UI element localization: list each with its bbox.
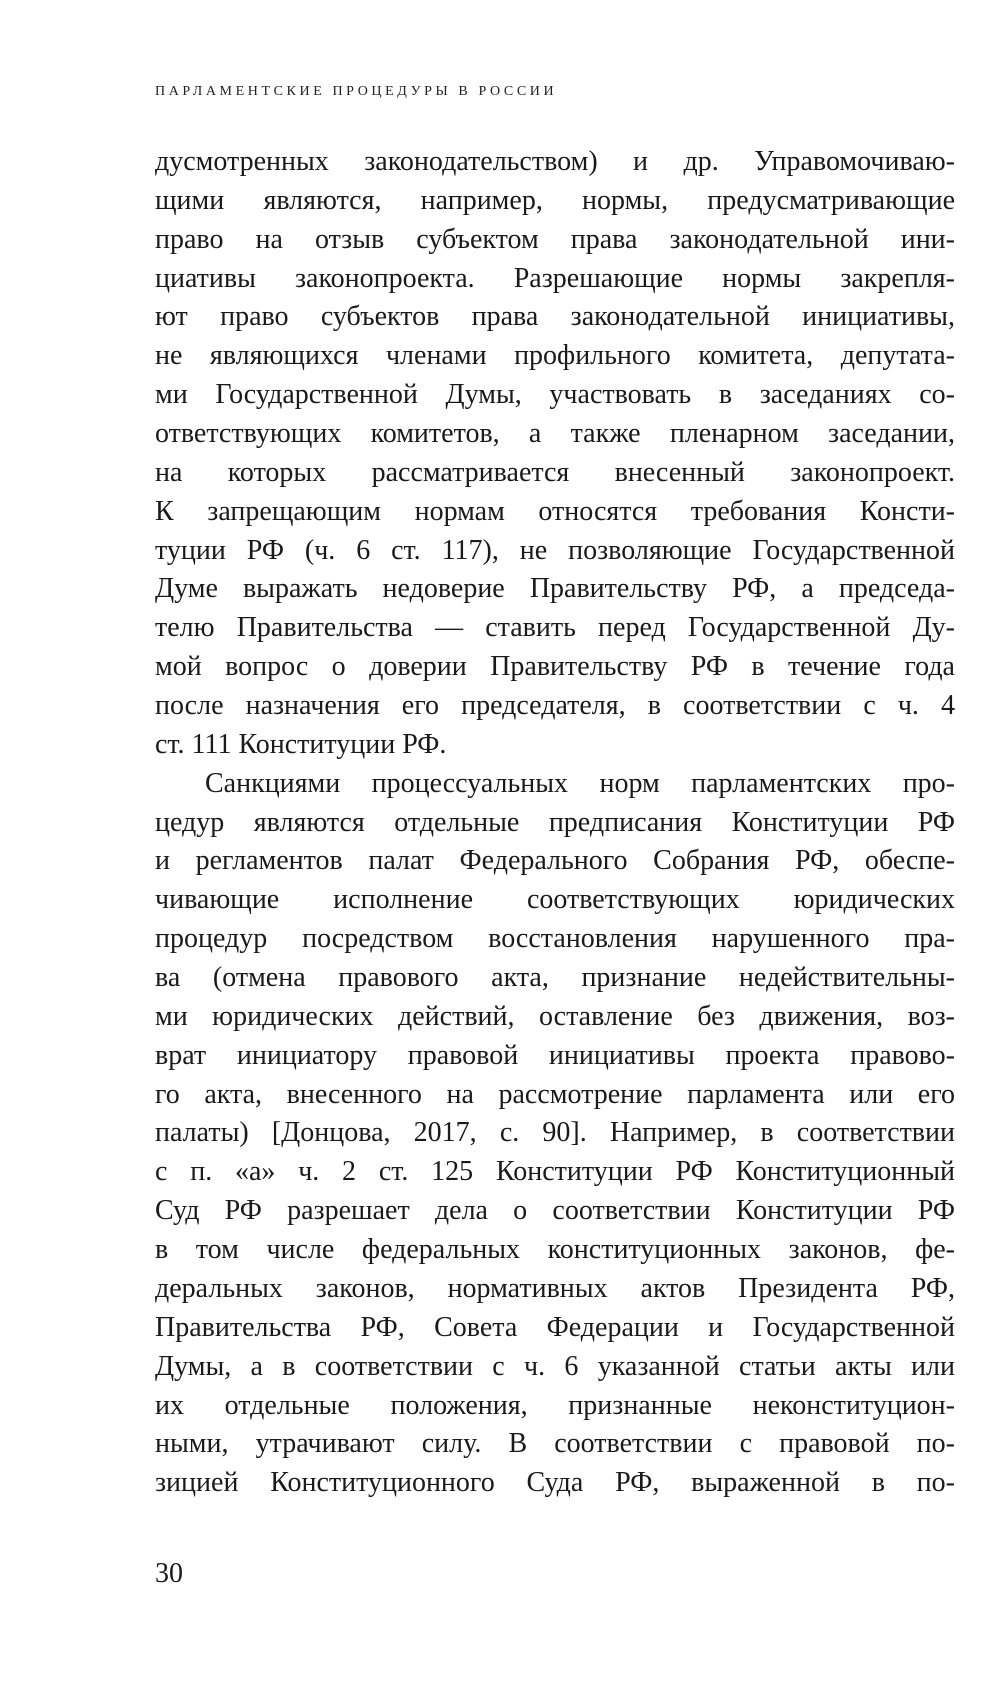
- text-line: туции РФ (ч. 6 ст. 117), не позволяющие Государственной: [155, 534, 955, 566]
- text-line: врат инициатору правовой инициативы проекта правово-: [155, 1039, 955, 1071]
- text-line: дусмотренных законодательством) и др. Управомочиваю-: [155, 146, 955, 177]
- text-line: мой вопрос о доверии Правительству РФ в течение года: [155, 651, 955, 683]
- text-line: ответствующих комитетов, а также пленарном заседании,: [155, 418, 955, 450]
- text-line: с п. «а» ч. 2 ст. 125 Конституции РФ Конституционный: [155, 1156, 955, 1188]
- text-line: деральных законов, нормативных актов Президента РФ,: [155, 1272, 955, 1304]
- text-line: их отдельные положения, признанные неконституцион-: [155, 1389, 955, 1421]
- text-line: ст. 111 Конституции РФ.: [155, 728, 447, 760]
- text-line: на которых рассматривается внесенный законопроект.: [155, 456, 955, 488]
- text-line: К запрещающим нормам относятся требования Консти-: [155, 495, 955, 527]
- text-line: после назначения его председателя, в соответствии с ч. 4: [155, 690, 955, 722]
- text-line: ными, утрачивают силу. В соответствии с правовой по-: [155, 1428, 955, 1460]
- text-line: щими являются, например, нормы, предусматривающие: [155, 184, 955, 216]
- text-line: Правительства РФ, Совета Федерации и Государственной: [155, 1311, 955, 1343]
- text-line: ми юридических действий, оставление без движения, воз-: [155, 1000, 955, 1032]
- text-line: Суд РФ разрешает дела о соответствии Конституции РФ: [155, 1195, 955, 1227]
- body-text: [155, 143, 955, 1503]
- text-line: циативы законопроекта. Разрешающие нормы закрепля-: [155, 262, 955, 294]
- paragraph-first-line: Санкциями процессуальных норм парламентских про-: [205, 767, 955, 799]
- text-line: процедур посредством восстановления нарушенного пра-: [155, 923, 955, 955]
- text-line: ва (отмена правового акта, признание недействительны-: [155, 962, 955, 994]
- text-line: го акта, внесенного на рассмотрение парламента или его: [155, 1078, 955, 1110]
- text-line: цедур являются отдельные предписания Конституции РФ: [155, 806, 955, 838]
- text-line: право на отзыв субъектом права законодательной ини-: [155, 223, 955, 255]
- text-line: Думе выражать недоверие Правительству РФ, а председа-: [155, 573, 955, 605]
- text-line: чивающие исполнение соответствующих юридических: [155, 884, 955, 916]
- text-line: и регламентов палат Федерального Собрания РФ, обеспе-: [155, 845, 955, 877]
- text-line: в том числе федеральных конституционных законов, фе-: [155, 1234, 955, 1266]
- text-line: палаты) [Донцова, 2017, с. 90]. Например, в соответствии: [155, 1117, 955, 1149]
- text-line: ми Государственной Думы, участвовать в заседаниях со-: [155, 379, 955, 411]
- running-head: ПАРЛАМЕНТСКИЕ ПРОЦЕДУРЫ В РОССИИ: [155, 84, 558, 99]
- text-line: Думы, а в соответствии с ч. 6 указанной статьи акты или: [155, 1350, 955, 1382]
- text-line: ют право субъектов права законодательной инициативы,: [155, 301, 955, 333]
- text-line: зицией Конституционного Суда РФ, выраженной в по-: [155, 1467, 955, 1499]
- text-line: не являющихся членами профильного комитета, депутата-: [155, 340, 955, 372]
- text-line: телю Правительства — ставить перед Государственной Ду-: [155, 612, 955, 644]
- page-number: 30: [155, 1558, 183, 1589]
